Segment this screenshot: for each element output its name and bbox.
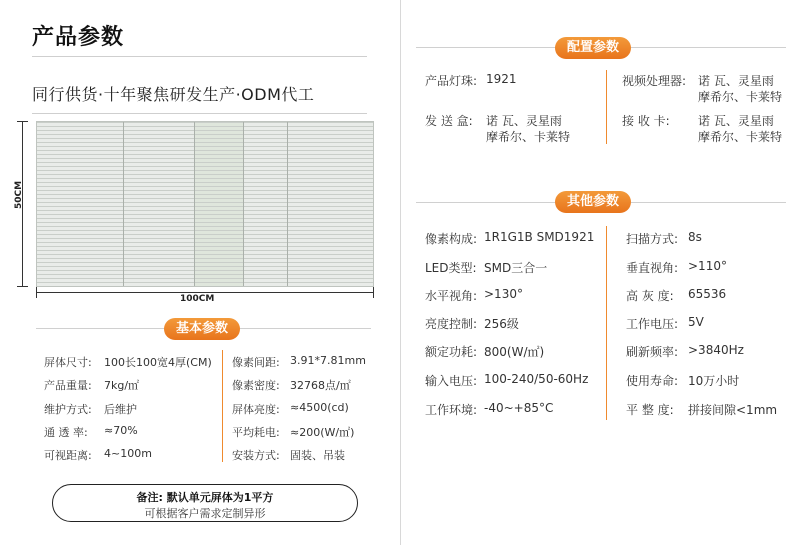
spec-label: 平均耗电: [232, 426, 280, 439]
spec-value: 32768点/㎡ [290, 379, 351, 392]
panel-frame-bar [123, 122, 124, 286]
note-line-1: 备注: 默认单元屏体为1平方 [136, 491, 274, 504]
spec-value: 摩希尔、卡莱特 [698, 90, 783, 104]
note-box [52, 484, 358, 522]
spec-value: ≈200(W/㎡) [290, 426, 355, 439]
spec-value: 5V [688, 315, 704, 329]
spec-value: 7kg/㎡ [104, 379, 140, 392]
height-dimension-tick [17, 121, 28, 122]
basic-params-header: 基本参数 [164, 318, 240, 340]
spec-value: 65536 [688, 287, 727, 301]
spec-label: 产品重量: [44, 379, 92, 392]
tagline: 同行供货·十年聚焦研发生产·ODM代工 [32, 85, 315, 104]
spec-value: 诺 瓦、灵星雨 [698, 74, 774, 88]
accent-divider [606, 70, 607, 144]
height-dimension-tick [17, 286, 28, 287]
spec-value: 1921 [486, 72, 517, 86]
spec-label: 额定功耗: [425, 345, 478, 359]
width-dimension-tick [36, 287, 37, 298]
spec-label: 维护方式: [44, 403, 92, 416]
spec-value: 拼接间隙<1mm [688, 403, 778, 417]
spec-label: 亮度控制: [425, 317, 478, 331]
panel-frame-bar [243, 122, 244, 286]
spec-label: 刷新频率: [626, 345, 679, 359]
spec-value: 4~100m [104, 447, 152, 460]
tagline-underline [32, 113, 367, 114]
spec-label: 水平视角: [425, 289, 478, 303]
height-dimension-label: 50CM [14, 180, 24, 210]
accent-divider [606, 226, 607, 420]
spec-label: 产品灯珠: [425, 74, 478, 88]
spec-value: 100长100宽4厚(CM) [104, 356, 212, 369]
spec-value: SMD三合一 [484, 261, 548, 275]
spec-label: 屏体亮度: [232, 403, 280, 416]
width-dimension-tick [373, 287, 374, 298]
spec-value: 固装、吊装 [290, 449, 345, 462]
spec-label: 接 收 卡: [622, 114, 670, 128]
spec-value: -40~+85°C [484, 401, 554, 415]
note-line-2: 可根据客户需求定制异形 [144, 507, 266, 520]
spec-value: 摩希尔、卡莱特 [486, 130, 571, 144]
spec-value: >3840Hz [688, 343, 744, 357]
spec-label: 安装方式: [232, 449, 280, 462]
panel-led-strips [37, 122, 373, 286]
spec-label: 垂直视角: [626, 261, 679, 275]
other-params-header: 其他参数 [555, 191, 631, 213]
page-title: 产品参数 [32, 25, 125, 50]
spec-value: ≈4500(cd) [290, 401, 349, 414]
spec-label: 通 透 率: [44, 426, 88, 439]
spec-label: 平 整 度: [626, 403, 674, 417]
spec-value: >110° [688, 259, 727, 273]
title-underline [32, 56, 367, 57]
spec-value: 10万小时 [688, 374, 740, 388]
spec-label: 像素构成: [425, 232, 478, 246]
spec-label: 可视距离: [44, 449, 92, 462]
spec-value: ≈70% [104, 424, 138, 437]
panel-frame-bar [287, 122, 288, 286]
spec-value: 摩希尔、卡莱特 [698, 130, 783, 144]
width-dimension-line [36, 292, 374, 293]
spec-label: 屏体尺寸: [44, 356, 92, 369]
width-dimension-label: 100CM [180, 294, 215, 304]
spec-value: 100-240/50-60Hz [484, 372, 589, 386]
spec-label: 工作环境: [425, 403, 478, 417]
spec-label: 视频处理器: [622, 74, 687, 88]
config-params-header: 配置参数 [555, 37, 631, 59]
spec-value: 诺 瓦、灵星雨 [486, 114, 562, 128]
spec-label: 工作电压: [626, 317, 679, 331]
spec-label: 扫描方式: [626, 232, 679, 246]
spec-label: 输入电压: [425, 374, 478, 388]
spec-label: 高 灰 度: [626, 289, 674, 303]
spec-label: 使用寿命: [626, 374, 679, 388]
spec-value: 3.91*7.81mm [290, 354, 366, 367]
panel-frame-bar [194, 122, 195, 286]
spec-label: LED类型: [425, 261, 477, 275]
spec-value: 后维护 [104, 403, 137, 416]
spec-value: 256级 [484, 317, 519, 331]
spec-value: >130° [484, 287, 523, 301]
led-panel-image [36, 121, 374, 287]
spec-value: 8s [688, 230, 702, 244]
spec-label: 发 送 盒: [425, 114, 473, 128]
spec-value: 800(W/㎡) [484, 345, 545, 359]
accent-divider [222, 350, 223, 462]
spec-label: 像素密度: [232, 379, 280, 392]
spec-value: 诺 瓦、灵星雨 [698, 114, 774, 128]
spec-value: 1R1G1B SMD1921 [484, 230, 595, 244]
page-divider [400, 0, 401, 545]
spec-label: 像素间距: [232, 356, 280, 369]
